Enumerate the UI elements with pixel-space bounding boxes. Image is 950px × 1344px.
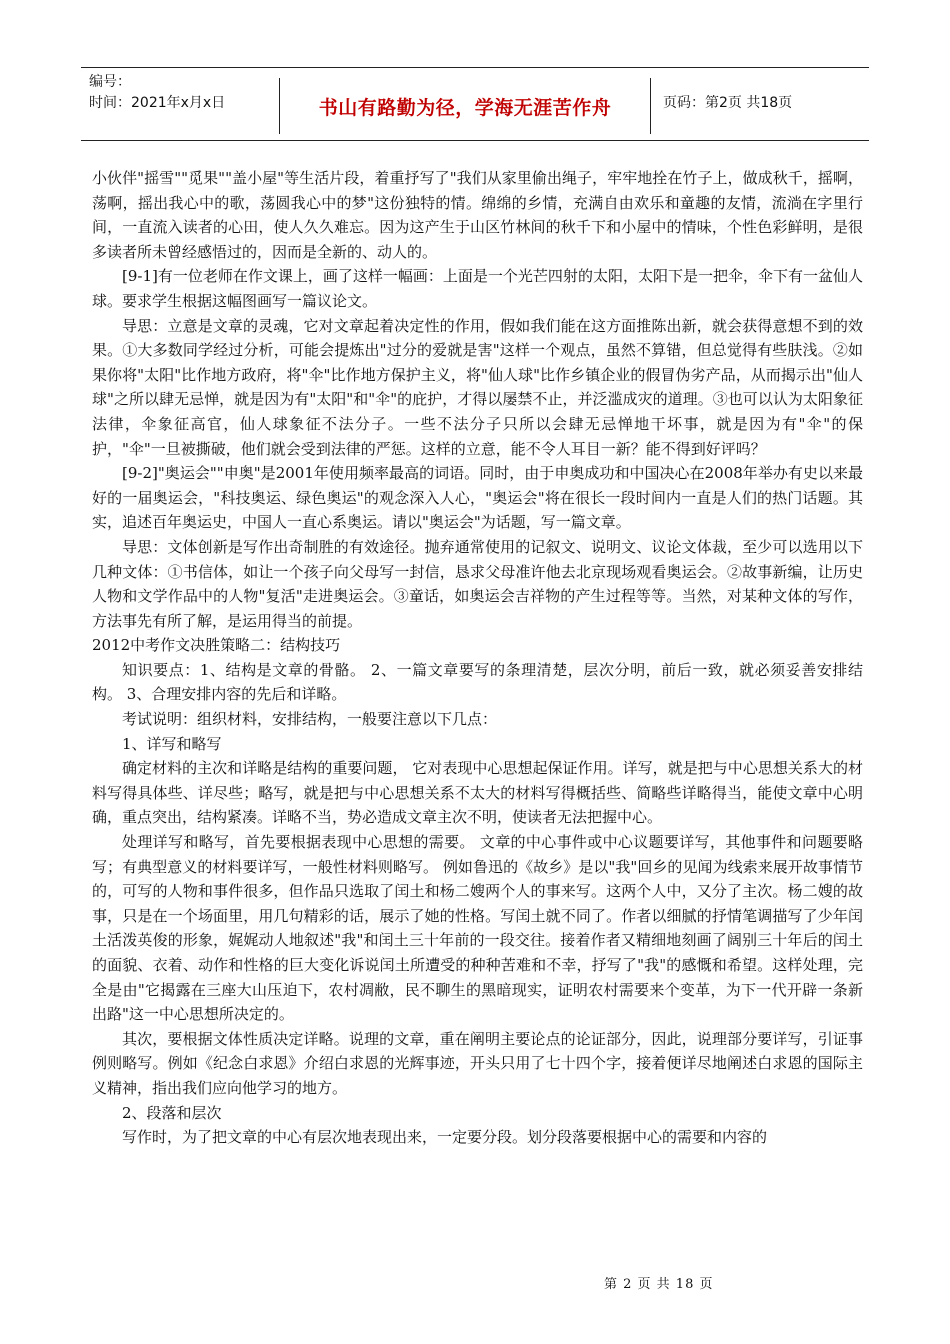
document-date-label: 时间：2021年x月x日 [89, 95, 226, 111]
header-motto-box [279, 78, 651, 134]
header-page-indicator: 页码：第2页 共18页 [663, 95, 793, 111]
section-heading: 2012中考作文决胜策略二：结构技巧 [92, 636, 341, 655]
paragraph: 知识要点：1、结构是文章的骨骼。 2、一篇文章要写的条理清楚，层次分明，前后一致，就必须妥善安排结构。 3、合理安排内容的先后和详略。 [92, 660, 863, 704]
subsection-heading: 1、详写和略写 [122, 734, 222, 753]
paragraph: 处理详写和略写，首先要根据表现中心思想的需要。 文章的中心事件或中心议题要详写，其他事件和问题要略写；有典型意义的材料要详写，一般性材料则略写。 例如鲁迅的《故乡》是以"我"回乡的见闻为线索来展开故事情节的，可写的人物和事件很多，但作品只选取了闰土和杨二嫂两个人的事来写。这两个人中，又分了主次。杨二嫂的故事，只是在一个场面里，用几句精彩的话，展示了她的性格。写闰土就不同了。作者以细腻的抒情笔调描写了少年闰土活泼英俊的形象，娓娓动人地叙述"我"和闰土三十年前的一段交往。接着作者又精细地刻画了阔别三十年后的闰土的面貌、衣着、动作和性格的巨大变化诉说闰土所遭受的种种苦难和不幸，抒写了"我"的感慨和希望。这样处理，完全是由"它揭露在三座大山压迫下，农村凋敝，民不聊生的黑暗现实，证明农村需要来个变革，为下一代开辟一条新出路"这一中心思想所决定的。 [92, 833, 863, 1024]
paragraph: 确定材料的主次和详略是结构的重要问题， 它对表现中心思想起保证作用。详写，就是把与中心思想关系大的材料写得具体些、详尽些；略写，就是把与中心思想关系不太大的材料写得概括些、简略些详略得当，能使文章中心明确，重点突出，结构紧凑。详略不当，势必造成文章主次不明，使读者无法把握中心。 [92, 759, 863, 827]
document-number-label: 编号： [89, 74, 131, 90]
header-info [89, 72, 289, 114]
paragraph: 小伙伴"摇雪""觅果""盖小屋"等生活片段，着重抒写了"我们从家里偷出绳子，牢牢地拴在竹子上，做成秋千，摇啊，荡啊，摇出我心中的歌，荡圆我心中的梦"这份独特的情。绵绵的乡情，充满自由欢乐和童趣的友情，流淌在字里行间，一直流入读者的心田，使人久久难忘。因为这产生于山区竹林间的秋千下和小屋中的情味，个性色彩鲜明，是很多读者所未曾经感悟过的，因而是全新的、动人的。 [92, 169, 863, 261]
subsection-heading: 2、段落和层次 [122, 1103, 222, 1122]
paragraph: 其次，要根据文体性质决定详略。说理的文章，重在阐明主要论点的论证部分，因此，说理部分要详写，引证事例则略写。例如《纪念白求恩》介绍白求恩的光辉事迹，开头只用了七十四个字，接着便详尽地阐述白求恩的国际主义精神，指出我们应向他学习的地方。 [92, 1029, 863, 1097]
paragraph: 写作时，为了把文章的中心有层次地表现出来，一定要分段。划分段落要根据中心的需要和内容的 [122, 1128, 768, 1147]
page-header [81, 67, 869, 141]
page-footer: 第 2 页 共 18 页 [604, 1277, 714, 1292]
paragraph: 导思：文体创新是写作出奇制胜的有效途径。抛弃通常使用的记叙文、说明文、议论文体裁，至少可以选用以下几种文体：①书信体，如让一个孩子向父母写一封信，恳求父母准许他去北京现场观看奥运会。②故事新编，让历史人物和文学作品中的人物"复活"走进奥运会。③童话，如奥运会吉祥物的产生过程等等。当然，对某种文体的写作，方法事先有所了解，是运用得当的前提。 [92, 537, 863, 630]
paragraph: [9-1]有一位老师在作文课上，画了这样一幅画：上面是一个光芒四射的太阳，太阳下是一把伞，伞下有一盆仙人球。要求学生根据这幅图画写一篇议论文。 [92, 267, 863, 310]
paragraph: [9-2]"奥运会""申奥"是2001年使用频率最高的词语。同时，由于申奥成功和中国决心在2008年举办有史以来最好的一届奥运会，"科技奥运、绿色奥运"的观念深入人心，"奥运会"将在很长一段时间内一直是人们的热门话题。其实，追述百年奥运史，中国人一直心系奥运。请以"奥运会"为话题，写一篇文章。 [92, 464, 863, 532]
paragraph: 考试说明：组织材料，安排结构，一般要注意以下几点： [122, 710, 498, 729]
document-body [92, 166, 863, 1150]
header-motto: 书山有路勤为径，学海无涯苦作舟 [318, 96, 612, 119]
paragraph: 导思：立意是文章的灵魂，它对文章起着决定性的作用，假如我们能在这方面推陈出新，就会获得意想不到的效果。①大多数同学经过分析，可能会提炼出"过分的爱就是害"这样一个观点，虽然不算错，但总觉得有些肤浅。②如果你将"太阳"比作地方政府，将"伞"比作地方保护主义，将"仙人球"比作乡镇企业的假冒伪劣产品，从而揭示出"仙人球"之所以肆无忌惮，就是因为有"太阳"和"伞"的庇护，才得以屡禁不止，并泛滥成灾的道理。③也可以认为太阳象征法律，伞象征高官，仙人球象征不法分子。一些不法分子只所以会肆无忌惮地干坏事，就是因为有"伞"的保护，"伞"一旦被撕破，他们就会受到法律的严惩。这样的立意，能不令人耳目一新？能不得到好评吗？ [92, 316, 863, 458]
